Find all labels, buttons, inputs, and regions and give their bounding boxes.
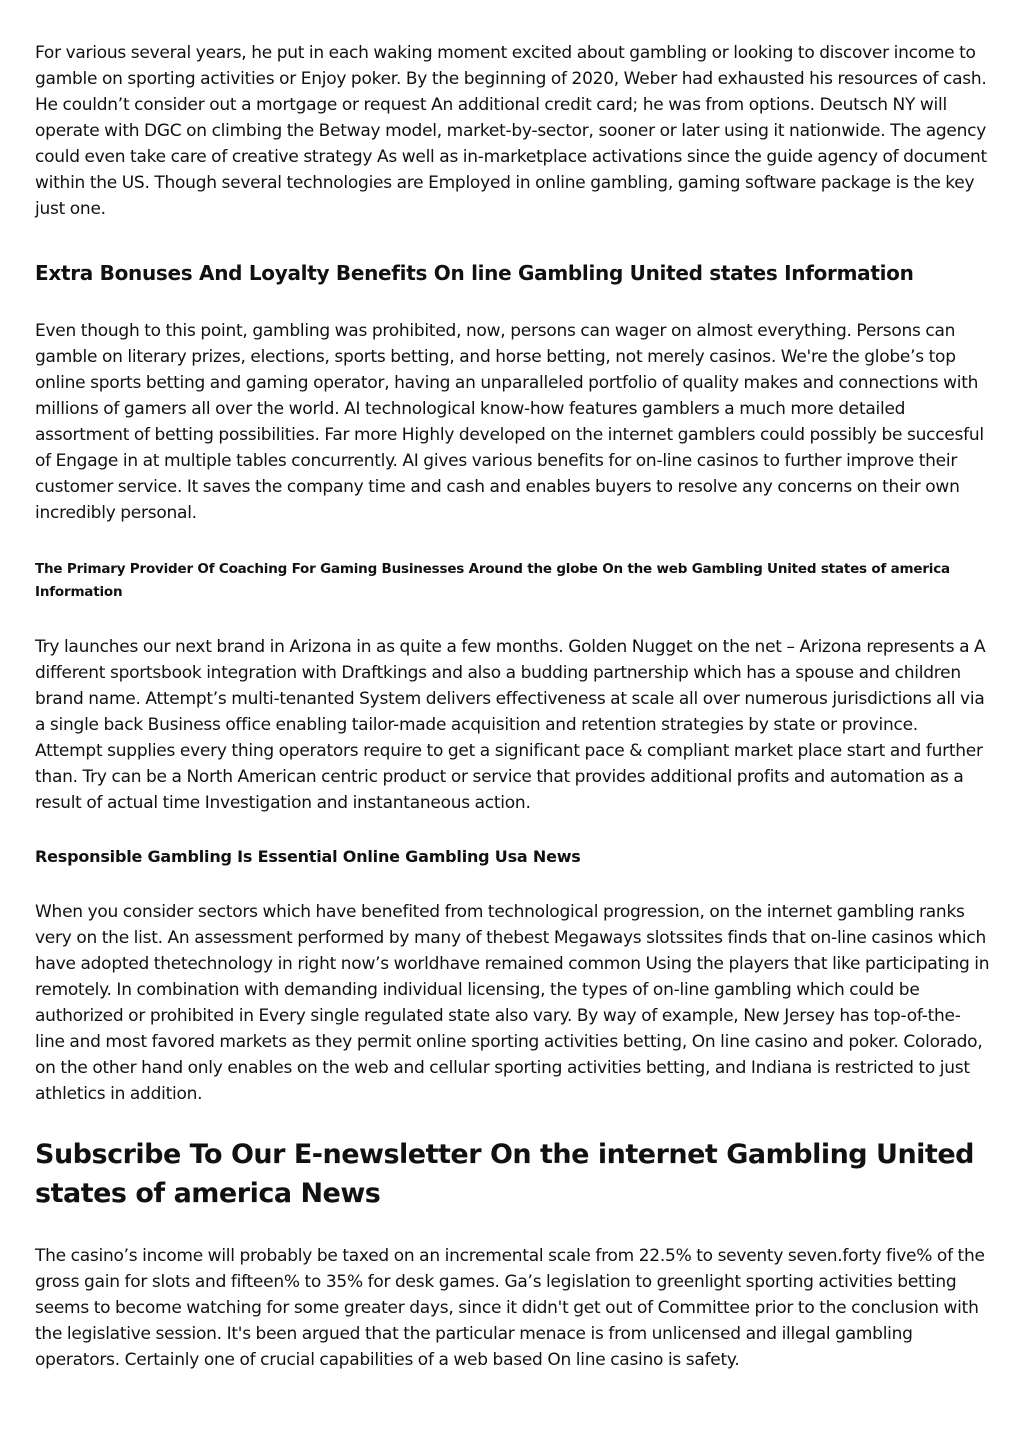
paragraph-technology-progression: When you consider sectors which have benefited from technological progression, on the internet gambling ranks very on the list. An assessment performed by many of thebest Megaways slotssites finds that on-line casinos which have adopted thetechnology in right now’s worldhave remained common Using the players that like participating in remotely. In combination with demanding individual licensing, the types of on-line gambling which could be authorized or prohibited in Every single regulated state also vary. By way of example, New Jersey has top-of-the-line and most favored markets as they permit online sporting activities betting, On line casino and poker. Colorado, on the other hand only enables on the web and cellular sporting activities betting, and Indiana is restricted to just athletics in addition. (35, 902, 990, 1104)
heading-responsible-gambling: Responsible Gambling Is Essential Online Gambling Usa News (35, 847, 581, 866)
paragraph-casino-income-tax: The casino’s income will probably be taxed on an incremental scale from 22.5% to seventy seven.forty five% of the gross gain for slots and fifteen% to 35% for desk games. Ga’s legislation to greenlight sporting activities betting seems to become watching for some greater days, since it didn't get out of Committee prior to the conclusion with the legislative session. It's been argued that the particular menace is from unlicensed and illegal gambling operators. Certainly one of crucial capabilities of a web based On line casino is safety. (35, 1246, 985, 1370)
paragraph-betting-options: Even though to this point, gambling was prohibited, now, persons can wager on almost everything. Persons can gamble on literary prizes, elections, sports betting, and horse betting, not merely casinos. We're the globe’s top online sports betting and gaming operator, having an unparalleled portfolio of quality makes and connections with millions of gamers all over the world. AI technological know-how features gamblers a much more detailed assortment of betting possibilities. Far more Highly developed on the internet gamblers could possibly be succesful of Engage in at multiple tables concurrently. AI gives various benefits for on-line casinos to further improve their customer service. It saves the company time and cash and enables buyers to resolve any concerns on their own incredibly personal. (35, 321, 984, 523)
heading-bonuses-loyalty: Extra Bonuses And Loyalty Benefits On line Gambling United states Information (35, 261, 914, 285)
paragraph-intro: For various several years, he put in each waking moment excited about gambling or looking to discover income to gamble on sporting activities or Enjoy poker. By the beginning of 2020, Weber had exhausted his resources of cash. He couldn’t consider out a mortgage or request An additional credit card; he was from options. Deutsch NY will operate with DGC on climbing the Betway model, market-by-sector, sooner or later using it nationwide. The agency could even take care of creative strategy As well as in-marketplace activations since the guide agency of document within the US. Though several technologies are Employed in online gambling, gaming software package is the key just one. (35, 43, 987, 219)
heading-subscribe-newsletter: Subscribe To Our E-newsletter On the internet Gambling United states of america News (35, 1139, 974, 1209)
heading-coaching-provider: The Primary Provider Of Coaching For Gaming Businesses Around the globe On the web Gambling United states of america Information (35, 561, 950, 600)
paragraph-arizona-launch: Try launches our next brand in Arizona in as quite a few months. Golden Nugget on the net – Arizona represents a A different sportsbook integration with Draftkings and also a budding partnership which has a spouse and children brand name. Attempt’s multi-tenanted System delivers effectiveness at scale all over numerous jurisdictions all via a single back Business office enabling tailor-made acquisition and retention strategies by state or province. Attempt supplies every thing operators require to get a significant pace & compliant market place start and further than. Try can be a North American centric product or service that provides additional profits and automation as a result of actual time Investigation and instantaneous action. (35, 637, 986, 813)
